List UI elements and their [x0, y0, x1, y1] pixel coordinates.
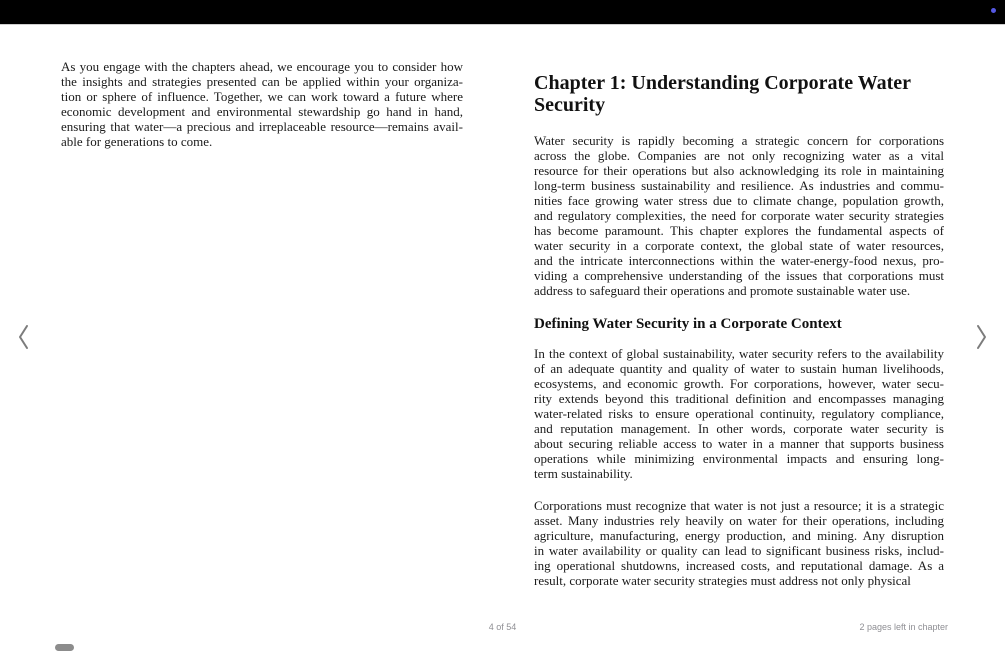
text-line: about securing reliable access to water in a manner that supports business: [534, 436, 944, 451]
intro-paragraph: [61, 59, 463, 149]
text-line: across the globe. Companies are not only recognizing water as a vital: [534, 148, 944, 163]
text-line: rity extends beyond this traditional definition and encompasses managing: [534, 391, 944, 406]
text-line: economic development and environmental stewardship go hand in hand,: [61, 104, 463, 119]
page-indicator: 4 of 54: [488, 622, 517, 632]
chapter-paragraph-3: [534, 498, 944, 588]
text-line: and reputation management. In other words, corporate water security is: [534, 421, 944, 436]
chevron-left-icon: [16, 323, 30, 354]
text-line: ecosystems, and economic growth. For corporations, however, water secu-: [534, 376, 944, 391]
chevron-right-icon: [975, 323, 989, 354]
top-bar: [0, 0, 1005, 25]
text-line: long-term business sustainability and resilience. As industries and commu-: [534, 178, 944, 193]
text-line: term sustainability.: [534, 466, 633, 481]
text-line: tion or sphere of influence. Together, we can work toward a future where: [61, 89, 463, 104]
section-heading: Defining Water Security in a Corporate Context: [534, 316, 842, 332]
text-line: agriculture, manufacturing, energy production, and mining. Any disruption: [534, 528, 944, 543]
pages-left-note: 2 pages left in chapter: [859, 622, 948, 632]
text-line: Corporations must recognize that water is not just a resource; it is a strategic: [534, 498, 944, 513]
text-line: address to safeguard their operations and promote sustainable water use.: [534, 283, 911, 298]
text-line: Water security is rapidly becoming a strategic concern for corporations: [534, 133, 944, 148]
previous-page-button[interactable]: [12, 322, 34, 354]
chapter-paragraph-2: [534, 346, 944, 481]
text-line: As you engage with the chapters ahead, we encourage you to consider how: [61, 59, 463, 74]
toolbar-handle[interactable]: [55, 644, 74, 651]
left-page: [61, 59, 463, 149]
text-line: in water availability or quality can lead to significant business risks, includ-: [534, 543, 944, 558]
text-line: viding a comprehensive understanding of the issues that corporations must: [534, 268, 944, 283]
text-line: ing operational shutdowns, increased costs, and reputational damage. As a: [534, 558, 944, 573]
right-page: [534, 72, 944, 588]
text-line: able for generations to come.: [61, 134, 213, 149]
text-line: the insights and strategies presented can be applied within your organiza-: [61, 74, 463, 89]
text-line: ensuring that water—a precious and irreplaceable resource—remains avail-: [61, 119, 463, 134]
text-line: nities face growing water stress due to climate change, population growth,: [534, 193, 944, 208]
text-line: In the context of global sustainability, water security refers to the availability: [534, 346, 944, 361]
text-line: resource for their operations but also acknowledging its role in maintaining: [534, 163, 944, 178]
chapter-heading: Chapter 1: Understanding Corporate Water Security: [534, 72, 911, 116]
text-line: water security in a corporate context, the global state of water resources,: [534, 238, 944, 253]
text-line: operations while minimizing environmental impacts and ensuring long-: [534, 451, 944, 466]
text-line: result, corporate water security strategies must address not only physical: [534, 573, 911, 588]
chapter-paragraph-1: [534, 133, 944, 298]
text-line: water-related risks to ensure operational continuity, regulatory compliance,: [534, 406, 944, 421]
notification-dot-icon: [991, 8, 996, 13]
text-line: of an adequate quantity and quality of water to sustain human livelihoods,: [534, 361, 944, 376]
text-line: asset. Many industries rely heavily on water for their operations, including: [534, 513, 944, 528]
text-line: has become paramount. This chapter explores the fundamental aspects of: [534, 223, 944, 238]
next-page-button[interactable]: [971, 322, 993, 354]
text-line: and regulatory complexities, the need for corporate water security strategies: [534, 208, 944, 223]
text-line: and the intricate interconnections within the water-energy-food nexus, pro-: [534, 253, 944, 268]
